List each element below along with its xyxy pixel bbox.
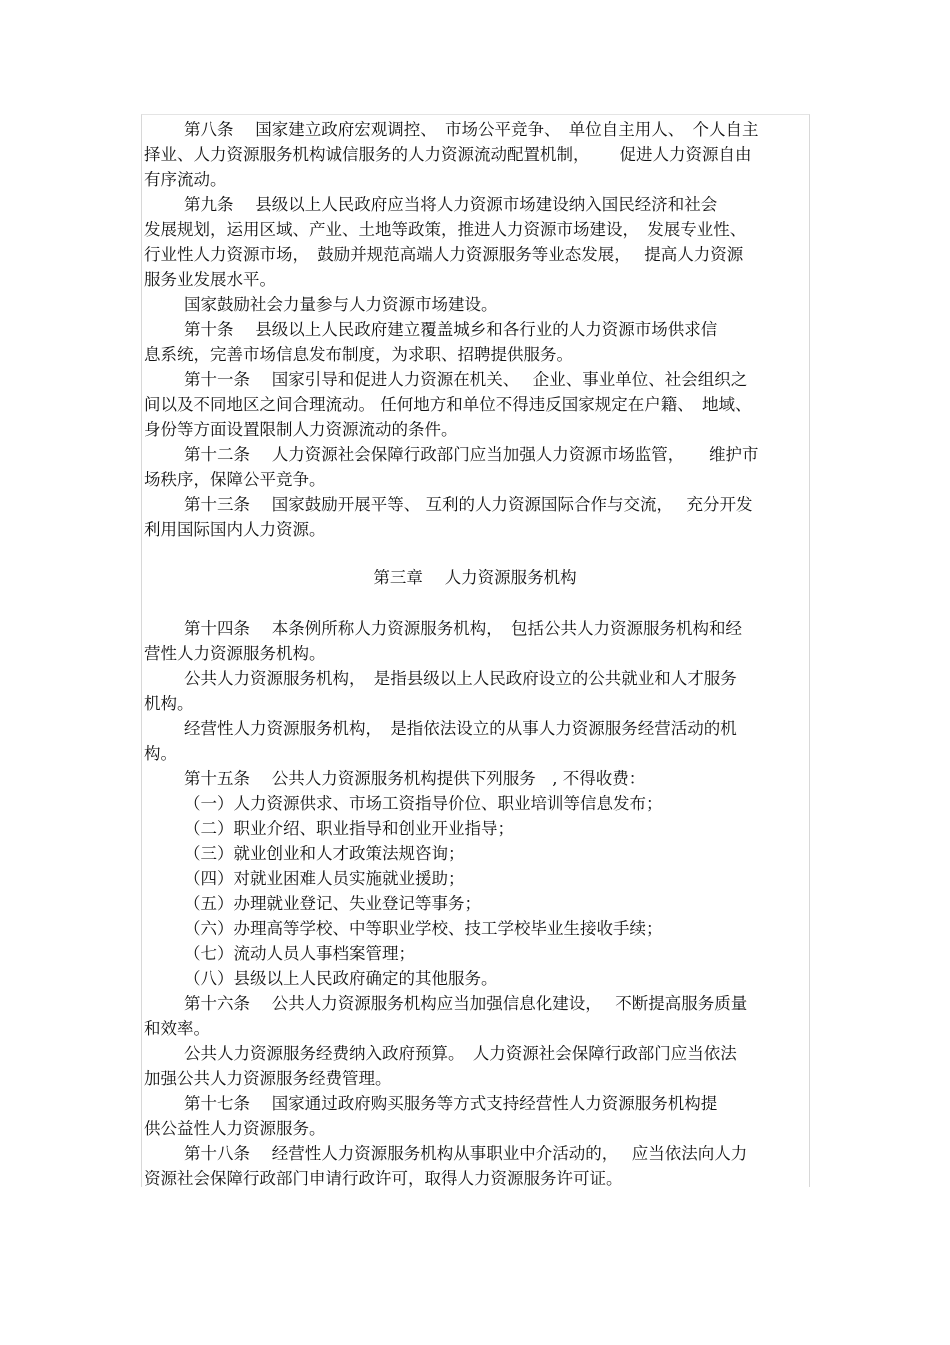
article-15-item-7: （七）流动人员人事档案管理；	[184, 944, 415, 963]
article-12-line-2: 场秩序，保障公平竞争。	[144, 470, 326, 489]
article-8-line-3: 有序流动。	[144, 170, 227, 189]
article-9-line-1: 第九条 县级以上人民政府应当将人力资源市场建设纳入国民经济和社会	[184, 195, 718, 214]
article-8-line-2: 择业、人力资源服务机构诚信服务的人力资源流动配置机制， 促进人力资源自由	[144, 145, 752, 164]
article-15-item-1: （一）人力资源供求、市场工资指导价位、职业培训等信息发布；	[184, 794, 663, 813]
article-14-line-2: 营性人力资源服务机构。	[144, 644, 326, 663]
article-8-line-1: 第八条 国家建立政府宏观调控、 市场公平竞争、 单位自主用人、 个人自主	[184, 120, 759, 139]
article-15-item-8: （八）县级以上人民政府确定的其他服务。	[184, 969, 498, 988]
article-15-item-4: （四）对就业困难人员实施就业援助；	[184, 869, 465, 888]
article-9-line-2: 发展规划，运用区域、产业、土地等政策，推进人力资源市场建设， 发展专业性、	[144, 220, 747, 239]
article-11-line-2: 间以及不同地区之间合理流动。 任何地方和单位不得违反国家规定在户籍、 地域、	[144, 395, 752, 414]
article-14-para-3-line-1: 经营性人力资源服务机构， 是指依法设立的从事人力资源服务经营活动的机	[184, 719, 737, 738]
article-17-line-1: 第十七条 国家通过政府购买服务等方式支持经营性人力资源服务机构提	[184, 1094, 718, 1113]
article-16-para-2-line-1: 公共人力资源服务经费纳入政府预算。 人力资源社会保障行政部门应当依法	[184, 1044, 737, 1063]
article-15-intro: 第十五条 公共人力资源服务机构提供下列服务 , 不得收费：	[184, 769, 646, 788]
article-14-para-2-line-2: 机构。	[144, 694, 194, 713]
article-15-item-2: （二）职业介绍、职业指导和创业开业指导；	[184, 819, 514, 838]
article-18-line-2: 资源社会保障行政部门申请行政许可，取得人力资源服务许可证。	[144, 1169, 623, 1188]
article-16-para-2-line-2: 加强公共人力资源服务经费管理。	[144, 1069, 392, 1088]
article-11-line-1: 第十一条 国家引导和促进人力资源在机关、 企业、事业单位、社会组织之	[184, 370, 748, 389]
article-14-para-3-line-2: 构。	[144, 744, 177, 763]
article-10-line-1: 第十条 县级以上人民政府建立覆盖城乡和各行业的人力资源市场供求信	[184, 320, 718, 339]
article-18-line-1: 第十八条 经营性人力资源服务机构从事职业中介活动的， 应当依法向人力	[184, 1144, 748, 1163]
article-13-line-1: 第十三条 国家鼓励开展平等、 互利的人力资源国际合作与交流， 充分开发	[184, 495, 753, 514]
article-15-item-3: （三）就业创业和人才政策法规咨询；	[184, 844, 465, 863]
document-page	[141, 114, 810, 1187]
article-15-item-6: （六）办理高等学校、中等职业学校、技工学校毕业生接收手续；	[184, 919, 663, 938]
article-9-para-2: 国家鼓励社会力量参与人力资源市场建设。	[184, 295, 498, 314]
article-17-line-2: 供公益性人力资源服务。	[144, 1119, 326, 1138]
article-13-line-2: 利用国际国内人力资源。	[144, 520, 326, 539]
article-16-line-1: 第十六条 公共人力资源服务机构应当加强信息化建设， 不断提高服务质量	[184, 994, 748, 1013]
article-16-line-2: 和效率。	[144, 1019, 210, 1038]
article-15-item-5: （五）办理就业登记、失业登记等事务；	[184, 894, 481, 913]
document-body	[144, 117, 806, 1191]
article-9-line-3: 行业性人力资源市场， 鼓励并规范高端人力资源服务等业态发展， 提高人力资源	[144, 245, 744, 264]
article-11-line-3: 身份等方面设置限制人力资源流动的条件。	[144, 420, 458, 439]
article-10-line-2: 息系统，完善市场信息发布制度，为求职、招聘提供服务。	[144, 345, 573, 364]
article-9-line-4: 服务业发展水平。	[144, 270, 276, 289]
chapter-heading: 第三章 人力资源服务机构	[373, 568, 577, 587]
article-14-line-1: 第十四条 本条例所称人力资源服务机构， 包括公共人力资源服务机构和经	[184, 619, 742, 638]
article-14-para-2-line-1: 公共人力资源服务机构， 是指县级以上人民政府设立的公共就业和人才服务	[184, 669, 737, 688]
article-12-line-1: 第十二条 人力资源社会保障行政部门应当加强人力资源市场监管， 维护市	[184, 445, 759, 464]
